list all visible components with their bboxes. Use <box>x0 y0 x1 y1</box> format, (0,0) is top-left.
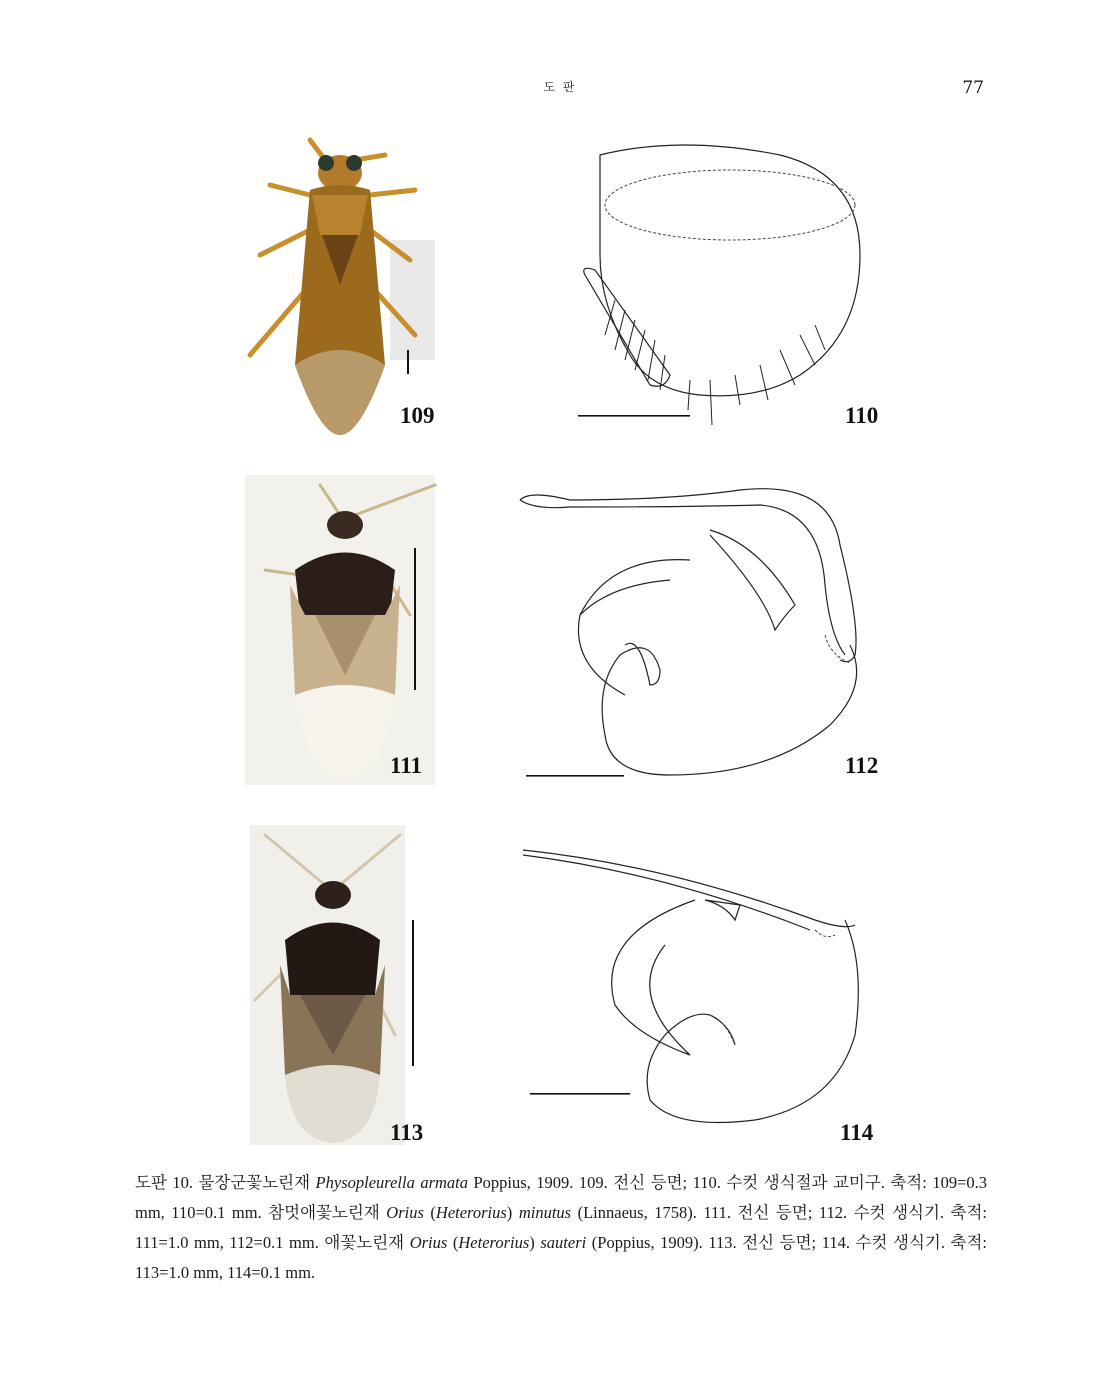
caption-text: Poppius, 1909. 109. 전신 등면; 110. 수컷 생식절과 교미구. 축적: 109=0.3 mm, 110=0.1 mm. 참멋애꽃노린재 <box>135 1173 988 1222</box>
genital-segment-drawing-110 <box>560 135 880 435</box>
genus-name-italic: Orius <box>386 1203 424 1222</box>
plate-caption <box>135 1168 987 1288</box>
figure-label-110: 110 <box>845 403 879 428</box>
genitalia-drawing-112 <box>510 485 890 785</box>
caption-text: (Linnaeus, 1758). 111. 전신 등면; 112. 수컷 생식기. 축적: 111=1.0 mm, 112=0.1 mm. 애꽃노린재 <box>135 1203 987 1252</box>
bug-dorsal-photo-111 <box>245 475 445 785</box>
page-number: 77 <box>962 78 984 98</box>
figure-label-112: 112 <box>845 753 879 778</box>
bug-dorsal-photo-113 <box>245 825 445 1145</box>
subgenus-name-italic: Heterorius <box>458 1233 530 1252</box>
figure-label-111: 111 <box>390 753 422 778</box>
figure-109-photo <box>240 135 440 435</box>
species-name-italic: minutus <box>518 1203 572 1222</box>
figure-113-photo <box>245 825 445 1145</box>
running-header: 도 판 <box>543 80 577 94</box>
figure-112-drawing <box>510 485 890 785</box>
caption-text: ( <box>447 1233 459 1252</box>
caption-text: ( <box>423 1203 436 1222</box>
subgenus-name-italic: Heterorius <box>435 1203 507 1222</box>
bug-dorsal-photo-109 <box>240 135 440 435</box>
species-name-italic: sauteri <box>540 1233 587 1252</box>
genitalia-drawing-114 <box>515 845 895 1145</box>
figure-label-114: 114 <box>840 1120 874 1145</box>
species-name-italic: Physopleurella armata <box>315 1173 468 1192</box>
figure-114-drawing <box>515 845 895 1145</box>
caption-text: ) <box>529 1233 541 1252</box>
caption-text: (Poppius, 1909). 113. 전신 등면; 114. 수컷 생식기. 축적: 113=1.0 mm, 114=0.1 mm. <box>135 1233 987 1282</box>
figure-110-drawing <box>560 135 880 435</box>
genus-name-italic: Orius <box>409 1233 448 1252</box>
caption-text: 도판 10. 물장군꽃노린재 <box>135 1173 316 1192</box>
figure-label-109: 109 <box>400 403 435 428</box>
figure-label-113: 113 <box>390 1120 424 1145</box>
caption-text: ) <box>506 1203 519 1222</box>
figure-111-photo <box>245 475 445 785</box>
